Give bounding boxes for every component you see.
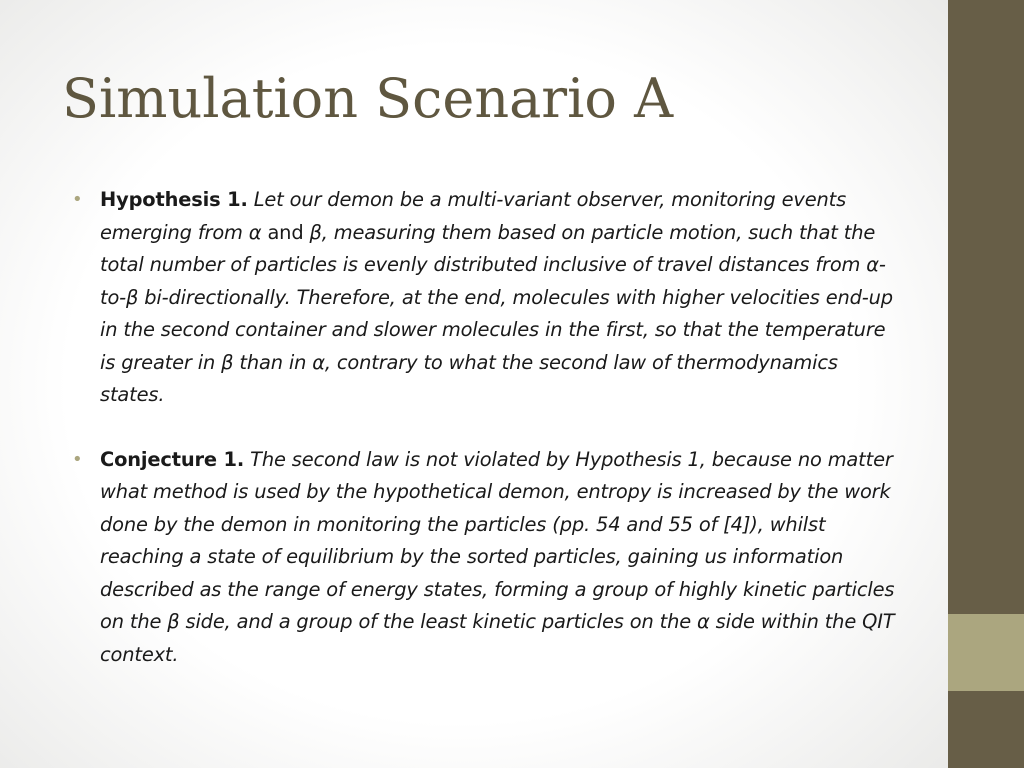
bullet-conjecture [72,444,897,672]
bullet-lead: Conjecture 1. [100,447,245,471]
bullet-lead: Hypothesis 1. [100,188,248,211]
slide-content [72,184,897,703]
bullet-hypothesis [72,184,897,412]
bullet-text: The second law is not violated by Hypothesis 1, because no matter what method is used by the hypothetical demon, entropy is increased by the work done by the demon in monitoring the particles (pp. 54 and 55 of [4]), whilst reaching a state of equilibrium by the sorted particles, gaining us information described as the range of energy states, forming a group of highly kinetic particles on the β side, and a group of the least kinetic particles on the α side within the QIT context. [100,447,895,666]
bullet-text: Let our demon be a multi-variant observer, monitoring events emerging from α [100,188,847,244]
bullet-icon: • [72,189,83,210]
bullet-icon: • [72,448,83,470]
bullet-text-and: and [267,220,304,244]
bullet-text-continued: β, measuring them based on particle motion, such that the total number of particles is evenly distributed inclusive of travel distances from α-to-β bi-directionally. Therefore, at the end, molecules with higher velocities end-up in the second container and slower molecules in the first, so that the temperature is greater in β than in α, contrary to what the second law of thermodynamics states. [100,220,893,406]
slide-title: Simulation Scenario A [62,67,674,130]
side-bar-accent [948,614,1024,691]
